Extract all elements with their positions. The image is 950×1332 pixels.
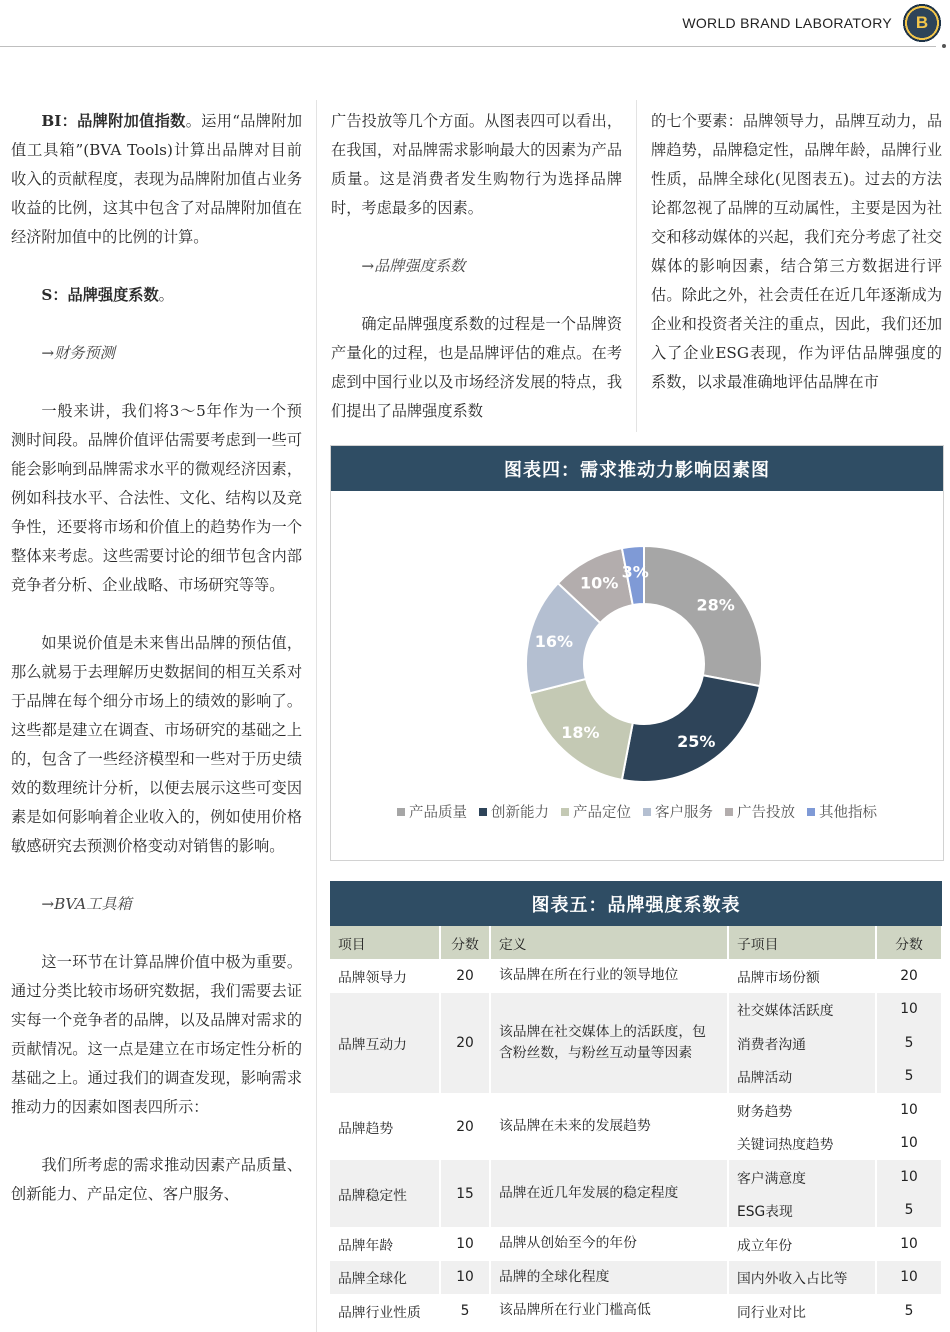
para-s [11, 281, 302, 310]
sub-score-cell: 10 [876, 1160, 942, 1194]
donut-slice-label: 25% [677, 731, 716, 751]
column-divider-2 [636, 100, 637, 432]
legend-item [561, 801, 631, 822]
donut-slice-label: 28% [696, 595, 735, 615]
sub-item-cell: ESG表现 [728, 1194, 876, 1228]
legend-item [725, 801, 795, 822]
legend-label: 创新能力 [491, 805, 549, 821]
legend-label: 其他指标 [819, 805, 877, 821]
item-cell: 品牌全球化 [330, 1261, 440, 1295]
item-cell: 品牌稳定性 [330, 1160, 440, 1227]
sub-score-cell: 10 [876, 993, 942, 1027]
s-text: 。 [158, 286, 174, 304]
sub-item-cell: 品牌市场份额 [728, 959, 876, 993]
legend-label: 广告投放 [737, 805, 795, 821]
item-score-cell: 20 [440, 959, 490, 993]
left-column [11, 107, 302, 1209]
item-cell: 品牌行业性质 [330, 1294, 440, 1328]
item-cell: 品牌趋势 [330, 1093, 440, 1160]
chart-title: 图表四：需求推动力影响因素图 [331, 446, 943, 491]
table-row [330, 1227, 942, 1261]
table-row [330, 1261, 942, 1295]
donut-chart [330, 445, 944, 861]
item-score-cell: 20 [440, 1093, 490, 1160]
table-row [330, 1093, 942, 1127]
brand-logo [902, 3, 942, 43]
header-score: 分数 [440, 926, 490, 959]
definition-cell: 品牌从创始至今的年份 [490, 1227, 728, 1261]
definition-cell: 品牌的全球化程度 [490, 1261, 728, 1295]
legend-item [397, 801, 467, 822]
sub-item-cell: 品牌活动 [728, 1060, 876, 1094]
s-heading: S：品牌强度系数 [41, 286, 159, 304]
para-strength: 确定品牌强度系数的过程是一个品牌资产量化的过程，也是品牌评估的难点。在考虑到中国行业以及市场经济发展的特点，我们提出了品牌强度系数 [331, 315, 622, 420]
subheading-bva-tools: →BVA工具箱 [41, 895, 132, 913]
logo-letter: B [915, 13, 929, 32]
subheading-financial-forecast: →财务预测 [41, 344, 115, 362]
para-value: 如果说价值是未来售出品牌的预估值，那么就易于去理解历史数据间的相互关系对于品牌在每个细分市场上的绩效的影响了。这些都是建立在调查、市场研究的基础之上的，包含了一些经济模型和一些对于历史绩效的数理统计分析，以便去展示这些可变因素是如何影响着企业收入的，例如使用价格敏感研究去预测价格变动对销售的影响。 [11, 634, 302, 855]
legend-label: 产品质量 [409, 805, 467, 821]
legend-swatch [397, 808, 405, 816]
legend-item [643, 801, 713, 822]
sub-item-cell: 消费者沟通 [728, 1026, 876, 1060]
sub-score-cell: 10 [876, 1261, 942, 1295]
sub-score-cell: 5 [876, 1026, 942, 1060]
header-dot [942, 44, 946, 48]
donut-chart-svg [331, 491, 943, 791]
sub-item-cell: 同行业对比 [728, 1294, 876, 1328]
table-row [330, 1160, 942, 1194]
definition-cell: 该品牌在所在行业的领导地位 [490, 959, 728, 993]
item-score-cell: 20 [440, 993, 490, 1094]
sub-item-cell: 财务趋势 [728, 1093, 876, 1127]
item-score-cell: 5 [440, 1294, 490, 1328]
para-forecast: 一般来讲，我们将3～5年作为一个预测时间段。品牌价值评估需要考虑到一些可能会影响到品牌需求水平的微观经济因素，例如科技水平、合法性、文化、结构以及竞争性，还要将市场和价值上的趋势作为一个整体来考虑。这些需要讨论的细节包含内部竞争者分析、企业战略、市场研究等等。 [11, 402, 302, 594]
definition-cell: 品牌在近几年发展的稳定程度 [490, 1160, 728, 1227]
definition-cell: 该品牌所在行业门槛高低 [490, 1294, 728, 1328]
item-cell: 品牌年龄 [330, 1227, 440, 1261]
donut-slice-label: 16% [534, 631, 574, 651]
chart-legend [331, 801, 943, 822]
para-bi [11, 107, 302, 252]
header-brand: WORLD BRAND LABORATORY [682, 15, 892, 31]
table-header-row [330, 926, 942, 959]
legend-swatch [561, 808, 569, 816]
table-row [330, 993, 942, 1027]
table-row [330, 1294, 942, 1328]
legend-item [479, 801, 549, 822]
table-title: 图表五：品牌强度系数表 [330, 881, 942, 926]
table-row [330, 959, 942, 993]
item-score-cell: 10 [440, 1261, 490, 1295]
strength-table [330, 881, 942, 1328]
legend-swatch [725, 808, 733, 816]
legend-swatch [807, 808, 815, 816]
donut-slice-label: 10% [580, 573, 619, 593]
sub-item-cell: 社交媒体活跃度 [728, 993, 876, 1027]
para-drivers: 我们所考虑的需求推动因素产品质量、创新能力、产品定位、客户服务、 [11, 1156, 302, 1203]
para-seven-factors: 的七个要素：品牌领导力，品牌互动力，品牌趋势，品牌稳定性，品牌年龄，品牌行业性质，品牌全球化(见图表五)。过去的方法论都忽视了品牌的互动属性，主要是因为社交和移动媒体的兴起，我们充分考虑了社交媒体的影响因素，结合第三方数据进行评估。除此之外，社会责任在近几年逐渐成为企业和投资者关注的重点，因此，我们还加入了企业ESG表现，作为评估品牌强度的系数，以求最准确地评估品牌在市 [651, 112, 942, 391]
sub-item-cell: 成立年份 [728, 1227, 876, 1261]
header-divider [0, 46, 936, 47]
sub-item-cell: 国内外收入占比等 [728, 1261, 876, 1295]
legend-label: 客户服务 [655, 805, 713, 821]
header-item: 项目 [330, 926, 440, 959]
item-cell: 品牌互动力 [330, 993, 440, 1094]
donut-slice [644, 546, 762, 686]
subheading-brand-strength: →品牌强度系数 [361, 257, 466, 275]
right-column [651, 107, 942, 397]
sub-score-cell: 10 [876, 1127, 942, 1161]
donut-slice-label: 18% [561, 722, 600, 742]
sub-score-cell: 10 [876, 1093, 942, 1127]
definition-cell: 该品牌在未来的发展趋势 [490, 1093, 728, 1160]
item-score-cell: 15 [440, 1160, 490, 1227]
sub-item-cell: 关键词热度趋势 [728, 1127, 876, 1161]
sub-score-cell: 20 [876, 959, 942, 993]
legend-swatch [479, 808, 487, 816]
sub-score-cell: 5 [876, 1060, 942, 1094]
definition-cell: 该品牌在社交媒体上的活跃度，包含粉丝数，与粉丝互动量等因素 [490, 993, 728, 1094]
para-advertising: 广告投放等几个方面。从图表四可以看出，在我国，对品牌需求影响最大的因素为产品质量。这是消费者发生购物行为选择品牌时，考虑最多的因素。 [331, 112, 622, 217]
bi-heading: BI：品牌附加值指数 [41, 112, 186, 130]
item-cell: 品牌领导力 [330, 959, 440, 993]
sub-score-cell: 5 [876, 1194, 942, 1228]
header-sub-item: 子项目 [728, 926, 876, 959]
strength-table-grid [330, 926, 943, 1328]
header-sub-score: 分数 [876, 926, 942, 959]
bi-text: 。运用“品牌附加值工具箱”(BVA Tools)计算出品牌对目前收入的贡献程度，表现为品牌附加值占业务收益的比例，这其中包含了对品牌附加值在经济附加值中的比例的计算。 [11, 112, 303, 246]
sub-score-cell: 5 [876, 1294, 942, 1328]
sub-score-cell: 10 [876, 1227, 942, 1261]
column-divider-1 [316, 100, 317, 1332]
item-score-cell: 10 [440, 1227, 490, 1261]
legend-swatch [643, 808, 651, 816]
middle-column [331, 107, 622, 426]
para-bva: 这一环节在计算品牌价值中极为重要。通过分类比较市场研究数据，我们需要去证实每一个竞争者的品牌，以及品牌对需求的贡献情况。这一点是建立在市场定性分析的基础之上。通过我们的调查发现，影响需求推动力的因素如图表四所示： [11, 953, 302, 1116]
donut-slice [622, 675, 760, 782]
legend-item [807, 801, 877, 822]
sub-item-cell: 客户满意度 [728, 1160, 876, 1194]
legend-label: 产品定位 [573, 805, 631, 821]
donut-slice-label: 3% [621, 562, 649, 582]
header-definition: 定义 [490, 926, 728, 959]
